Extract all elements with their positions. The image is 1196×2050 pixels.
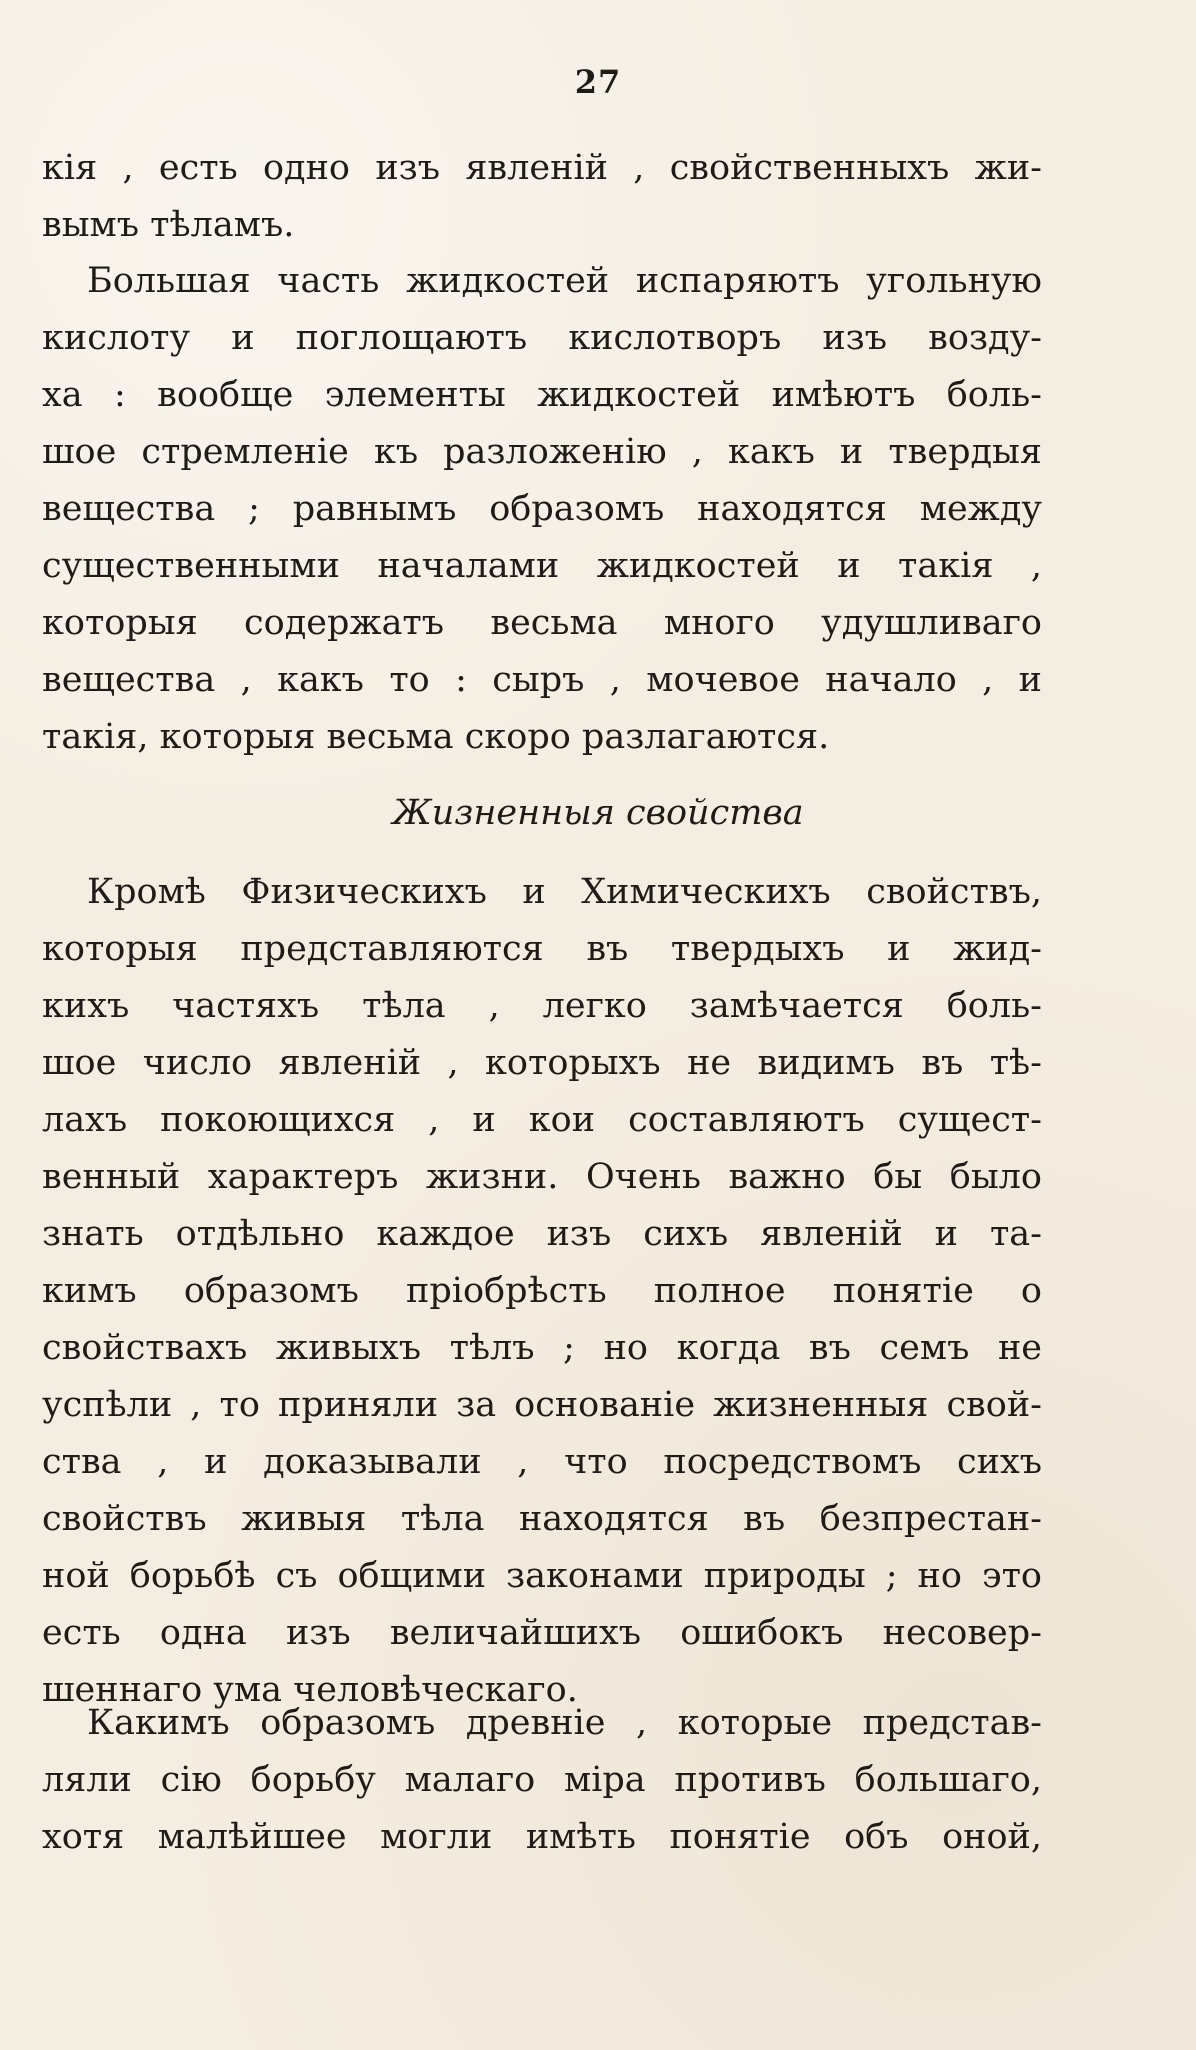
paragraph-line: такія, которыя весьма скоро разлагаются.	[42, 717, 830, 757]
paragraph-line: Большая часть жидкостей испаряютъ угольную	[87, 261, 1042, 301]
paragraph-line: есть одна изъ величайшихъ ошибокъ несовер-	[42, 1613, 1042, 1653]
paragraph-line: кимъ образомъ пріобрѣсть полное понятіе о	[42, 1271, 1042, 1311]
paragraph-line: вещества ; равнымъ образомъ находятся между	[42, 489, 1042, 529]
paragraph-line: венный характеръ жизни. Очень важно бы было	[42, 1157, 1042, 1197]
paragraph-4	[42, 1695, 1042, 1866]
paragraph-line: успѣли , то приняли за основаніе жизненныя свой-	[42, 1385, 1042, 1425]
paragraph-line: ной борьбѣ съ общими законами природы ; но это	[42, 1556, 1042, 1596]
paragraph-line: существенными началами жидкостей и такія ,	[42, 546, 1042, 586]
paragraph-line: шеннаго ума человѣческаго.	[42, 1670, 578, 1710]
paragraph-line: свойствахъ живыхъ тѣлъ ; но когда въ семъ не	[42, 1328, 1042, 1368]
paragraph-line: кислоту и поглощаютъ кислотворъ изъ возду-	[42, 318, 1042, 358]
paragraph-line: свойствъ живыя тѣла находятся въ безпрестан-	[42, 1499, 1042, 1539]
paragraph-line: хотя малѣйшее могли имѣть понятіе объ оной,	[42, 1817, 1042, 1857]
paragraph-line: которыя содержатъ весьма много удушливаго	[42, 603, 1042, 643]
paragraph-line: шое число явленій , которыхъ не видимъ въ тѣ-	[42, 1043, 1042, 1083]
paragraph-2	[42, 253, 1042, 766]
paragraph-3	[42, 864, 1042, 1719]
paragraph-line: Кромѣ Физическихъ и Химическихъ свойствъ,	[87, 872, 1042, 912]
paragraph-line: ляли сію борьбу малаго міра противъ большаго,	[42, 1760, 1042, 1800]
paragraph-line: кихъ частяхъ тѣла , легко замѣчается боль-	[42, 986, 1042, 1026]
paragraph-line: ха : вообще элементы жидкостей имѣютъ боль-	[42, 375, 1042, 415]
paragraph-line: шое стремленіе къ разложенію , какъ и твердыя	[42, 432, 1042, 472]
paragraph-line: лахъ покоющихся , и кои составляютъ сущест-	[42, 1100, 1042, 1140]
paragraph-line: которыя представляются въ твердыхъ и жид-	[42, 929, 1042, 969]
page-number: 27	[574, 63, 622, 101]
paragraph-1	[42, 140, 1042, 254]
section-heading: Жизненныя свойства	[392, 793, 804, 833]
paragraph-line: вещества , какъ то : сыръ , мочевое начало , и	[42, 660, 1042, 700]
paragraph-line: вымъ тѣламъ.	[42, 205, 295, 245]
paragraph-line: Какимъ образомъ древніе , которые представ-	[87, 1703, 1042, 1743]
paragraph-line: знать отдѣльно каждое изъ сихъ явленій и та-	[42, 1214, 1042, 1254]
paragraph-line: ства , и доказывали , что посредствомъ сихъ	[42, 1442, 1042, 1482]
paragraph-line: кія , есть одно изъ явленій , свойственныхъ жи-	[42, 148, 1042, 188]
